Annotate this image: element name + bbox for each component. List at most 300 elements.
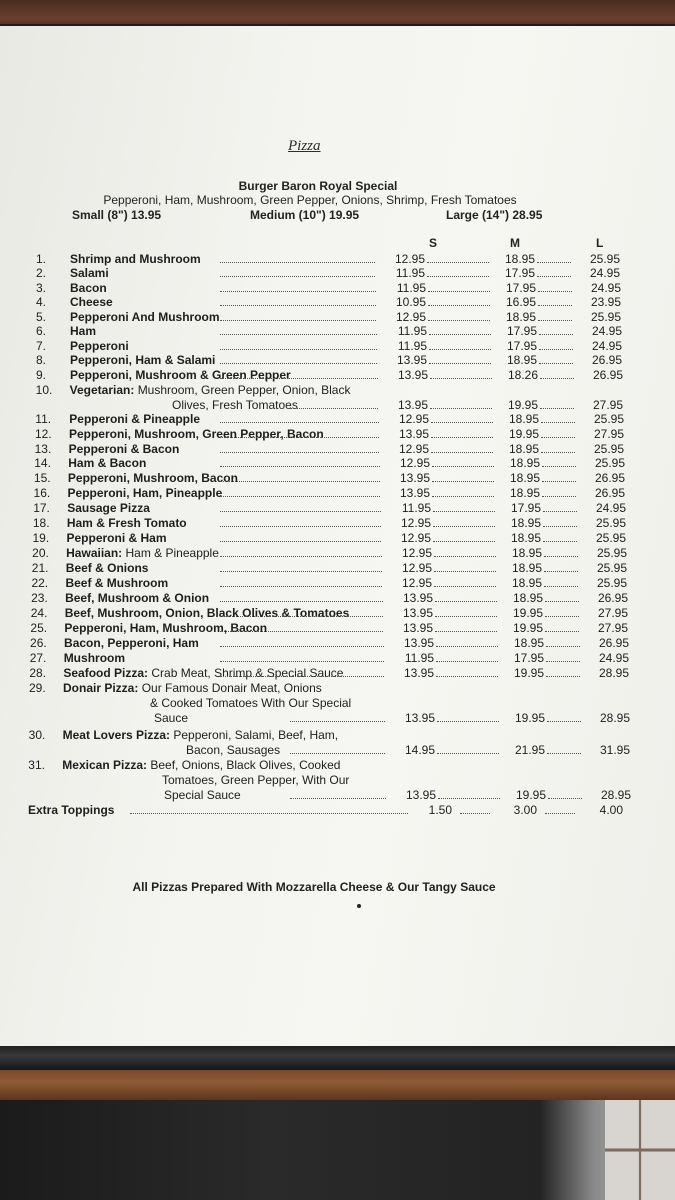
price-medium: 19.95 (512, 621, 543, 635)
price-small: 12.95 (400, 531, 431, 545)
menu-item-prices (0, 266, 675, 280)
menu-item-number: 24. (30, 606, 48, 620)
menu-item-name (70, 383, 351, 397)
price-medium: 17.95 (505, 281, 536, 295)
menu-item-description-continued: Tomatoes, Green Pepper, With Our (162, 773, 350, 787)
menu-item-number: 28. (29, 666, 47, 680)
leader-dots (546, 676, 580, 677)
menu-item-description: Beef, Onions, Black Olives, Cooked (150, 758, 341, 772)
menu-item-title: Pepperoni, Mushroom, Green Pepper, Bacon (68, 427, 324, 441)
leader-dots (428, 305, 490, 306)
leader-dots (220, 334, 377, 335)
menu-item-prices (0, 576, 675, 590)
price-small: 13.95 (402, 621, 433, 635)
price-medium: 18.95 (506, 353, 537, 367)
menu-item-number: 23. (31, 591, 48, 605)
leader-dots (545, 601, 579, 602)
leader-dots (433, 511, 495, 512)
price-large: 27.95 (593, 427, 624, 441)
price-small: 14.95 (404, 743, 435, 757)
menu-item-title: Ham (70, 324, 97, 338)
price-large: 25.95 (593, 442, 624, 456)
menu-item-title: Pepperoni & Ham (66, 531, 167, 545)
extra-price-small: 1.50 (428, 803, 452, 817)
leader-dots (541, 422, 575, 423)
leader-dots (543, 526, 577, 527)
column-header-medium: M (510, 236, 520, 250)
leader-dots (546, 661, 580, 662)
leader-dots (438, 798, 500, 799)
price-large: 26.95 (594, 471, 625, 485)
price-small: 13.95 (396, 353, 427, 367)
menu-item-title: Shrimp and Mushroom (70, 252, 201, 266)
price-medium: 18.95 (512, 591, 543, 605)
price-medium: 16.95 (505, 295, 536, 309)
menu-item-number: 30. (28, 728, 46, 742)
price-medium: 18.95 (511, 561, 542, 575)
leader-dots (544, 556, 578, 557)
price-medium: 17.95 (506, 339, 537, 353)
leader-dots (434, 556, 496, 557)
price-small: 12.95 (400, 516, 431, 530)
price-large: 26.95 (597, 591, 628, 605)
leader-dots (537, 276, 571, 277)
price-medium: 19.95 (507, 398, 538, 412)
price-large: 25.95 (595, 516, 626, 530)
leader-dots (429, 334, 491, 335)
menu-item-description-continued: & Cooked Tomatoes With Our Special (150, 696, 352, 710)
price-small: 13.95 (403, 666, 434, 680)
leader-dots (220, 556, 382, 557)
footer-note: All Pizzas Prepared With Mozzarella Cheese & Our Tangy Sauce (132, 880, 496, 894)
leader-dots (220, 305, 376, 306)
extra-price-medium: 3.00 (513, 803, 537, 817)
menu-item-number: 20. (32, 546, 49, 560)
leader-dots (431, 422, 493, 423)
menu-item-prices (0, 471, 675, 485)
leader-dots (220, 526, 381, 527)
leader-dots (432, 481, 494, 482)
menu-item-prices (0, 636, 675, 650)
price-small: 13.95 (402, 606, 433, 620)
royal-special-medium: Medium (10") 19.95 (250, 208, 360, 222)
leader-dots (429, 363, 491, 364)
price-large: 25.95 (596, 576, 627, 590)
menu-item-prices (0, 711, 675, 725)
menu-item-prices (0, 353, 675, 367)
floor-tiles (605, 1100, 675, 1200)
price-large: 26.95 (594, 486, 625, 500)
menu-item-title: Vegetarian: (69, 383, 135, 397)
menu-item-number: 16. (33, 486, 51, 500)
price-medium: 17.95 (513, 651, 544, 665)
leader-dots (542, 481, 576, 482)
price-small: 11.95 (396, 281, 426, 295)
menu-item-title: Pepperoni (70, 339, 129, 353)
price-medium: 19.95 (512, 606, 543, 620)
price-medium: 18.95 (508, 412, 539, 426)
leader-dots (543, 541, 577, 542)
leader-dots (428, 320, 490, 321)
leader-dots (435, 631, 497, 632)
menu-item-number: 21. (31, 561, 49, 575)
price-medium: 19.95 (513, 666, 544, 680)
menu-item-prices (0, 651, 675, 665)
price-small: 13.95 (404, 711, 435, 725)
menu-item-title: Mushroom (63, 651, 126, 665)
leader-dots (290, 721, 385, 722)
price-medium: 18.95 (509, 471, 540, 485)
leader-dots (547, 721, 581, 722)
leader-dots (460, 813, 490, 814)
menu-item-name (63, 728, 338, 742)
leader-dots (541, 452, 575, 453)
menu-item-number: 10. (35, 383, 53, 397)
price-small: 12.95 (395, 310, 426, 324)
menu-item-number: 17. (33, 501, 50, 515)
menu-item-number: 13. (34, 442, 52, 456)
column-header-large: L (596, 236, 604, 250)
price-medium: 17.95 (504, 266, 535, 280)
price-medium: 18.95 (508, 442, 539, 456)
leader-dots (539, 334, 573, 335)
menu-item-title: Bacon, Pepperoni, Ham (64, 636, 199, 650)
menu-item-prices (0, 324, 675, 338)
price-large: 31.95 (599, 743, 630, 757)
menu-item-number: 19. (32, 531, 50, 545)
leader-dots (290, 753, 385, 754)
menu-item-title: Beef & Onions (65, 561, 149, 575)
price-medium: 18.95 (505, 310, 536, 324)
menu-item-title: Pepperoni & Pineapple (69, 412, 200, 426)
price-medium: 18.95 (511, 546, 542, 560)
menu-item-number: 14. (34, 456, 51, 470)
leader-dots (430, 378, 492, 379)
price-medium: 18.95 (510, 516, 541, 530)
price-large: 24.95 (598, 651, 629, 665)
leader-dots (430, 408, 492, 409)
royal-special-small: Small (8") 13.95 (72, 208, 162, 222)
menu-item-number: 9. (36, 368, 47, 382)
menu-item-number: 31. (28, 758, 45, 772)
menu-item-title: Mexican Pizza: (62, 758, 147, 772)
leader-dots (220, 616, 383, 617)
leader-dots (433, 541, 495, 542)
menu-item-title: Pepperoni, Ham, Pineapple (67, 486, 223, 500)
price-large: 23.95 (590, 295, 621, 309)
menu-item-row (0, 758, 675, 772)
price-small: 12.95 (394, 252, 425, 266)
menu-item-description-continued: Special Sauce (164, 788, 241, 802)
leader-dots (540, 408, 574, 409)
leader-dots (220, 262, 375, 263)
price-large: 25.95 (596, 561, 627, 575)
price-small: 12.95 (398, 442, 429, 456)
menu-item-number: 12. (34, 427, 52, 441)
leader-dots (432, 466, 494, 467)
leader-dots (220, 496, 380, 497)
price-large: 24.95 (591, 324, 622, 338)
price-small: 11.95 (397, 324, 427, 338)
menu-item-number: 15. (33, 471, 51, 485)
leader-dots (542, 466, 576, 467)
table-edge (0, 1070, 675, 1100)
leader-dots (547, 753, 581, 754)
leader-dots (435, 601, 497, 602)
menu-item-title: Ham & Fresh Tomato (66, 516, 187, 530)
menu-item-description: Ham & Pineapple (125, 546, 219, 560)
price-small: 13.95 (403, 636, 434, 650)
menu-item-title: Bacon (70, 281, 107, 295)
price-small: 13.95 (398, 427, 429, 441)
leader-dots (434, 586, 496, 587)
price-medium: 18.95 (509, 486, 540, 500)
leader-dots (220, 363, 377, 364)
menu-item-row (0, 681, 675, 695)
menu-item-number: 1. (36, 252, 47, 266)
menu-item-prices (0, 310, 675, 324)
leader-dots (537, 262, 571, 263)
price-medium: 18.95 (509, 456, 540, 470)
leader-dots (541, 437, 575, 438)
price-medium: 18.95 (511, 576, 542, 590)
leader-dots (220, 481, 380, 482)
menu-item-prices (0, 442, 675, 456)
leader-dots (546, 646, 580, 647)
menu-item-title: Meat Lovers Pizza: (62, 728, 171, 742)
menu-item-prices (0, 427, 675, 441)
menu-item-prices (0, 456, 675, 470)
menu-item-number: 11. (35, 412, 52, 426)
price-small: 13.95 (399, 471, 430, 485)
price-small: 11.95 (404, 651, 434, 665)
price-large: 28.95 (598, 666, 629, 680)
price-small: 13.95 (405, 788, 436, 802)
menu-item-prices (0, 606, 675, 620)
leader-dots (220, 571, 382, 572)
menu-item-prices (0, 339, 675, 353)
menu-item-row (0, 383, 675, 397)
leader-dots (437, 721, 499, 722)
leader-dots (544, 586, 578, 587)
price-large: 25.95 (589, 252, 620, 266)
column-header-small: S (429, 236, 438, 250)
menu-item-prices (0, 546, 675, 560)
menu-item-prices (0, 486, 675, 500)
price-small: 13.95 (397, 368, 428, 382)
menu-item-number: 6. (36, 324, 47, 338)
menu-item-row (0, 728, 675, 742)
menu-item-number: 5. (36, 310, 47, 324)
price-large: 28.95 (600, 788, 631, 802)
leader-dots (431, 452, 493, 453)
menu-item-number: 29. (29, 681, 46, 695)
price-medium: 17.95 (510, 501, 541, 515)
menu-item-number: 4. (36, 295, 47, 309)
leader-dots (436, 661, 498, 662)
leader-dots (538, 291, 572, 292)
leader-dots (538, 305, 572, 306)
menu-item-name (62, 758, 340, 772)
price-medium: 18.95 (510, 531, 541, 545)
extra-toppings-label: Extra Toppings (28, 803, 115, 817)
leader-dots (429, 349, 491, 350)
menu-item-title: Beef, Mushroom, Onion, Black Olives & Tomatoes (64, 606, 350, 620)
leader-dots (427, 262, 489, 263)
menu-item-title: Beef, Mushroom & Onion (65, 591, 210, 605)
leader-dots (539, 349, 573, 350)
price-large: 28.95 (599, 711, 630, 725)
leader-dots (290, 408, 378, 409)
menu-item-title: Cheese (70, 295, 113, 309)
leader-dots (220, 631, 383, 632)
extra-toppings-row (0, 803, 675, 817)
price-medium: 18.95 (504, 252, 535, 266)
leader-dots (545, 616, 579, 617)
menu-item-prices (0, 412, 675, 426)
menu-item-description: Crab Meat, Shrimp & Special Sauce (151, 666, 344, 680)
menu-item-title: Pepperoni & Bacon (68, 442, 180, 456)
leader-dots (220, 437, 379, 438)
leader-dots (436, 646, 498, 647)
leader-dots (130, 813, 408, 814)
leader-dots (432, 496, 494, 497)
price-large: 24.95 (589, 266, 620, 280)
price-small: 12.95 (401, 561, 432, 575)
leader-dots (433, 526, 495, 527)
leader-dots (220, 541, 381, 542)
menu-item-description: Mushroom, Green Pepper, Onion, Black (137, 383, 351, 397)
menu-item-title: Pepperoni, Mushroom, Bacon (67, 471, 238, 485)
price-large: 25.95 (594, 456, 625, 470)
menu-holder-bottom (0, 1046, 675, 1070)
menu-item-number: 27. (29, 651, 47, 665)
price-medium: 17.95 (506, 324, 537, 338)
leader-dots (427, 276, 489, 277)
menu-item-number: 26. (30, 636, 47, 650)
menu-title: Pizza (288, 138, 321, 154)
menu-item-prices (0, 368, 675, 382)
royal-special-toppings: Pepperoni, Ham, Mushroom, Green Pepper, Onions, Shrimp, Fresh Tomatoes (103, 193, 517, 207)
menu-item-title: Sausage Pizza (67, 501, 150, 515)
leader-dots (548, 798, 582, 799)
price-small: 10.95 (395, 295, 426, 309)
menu-item-prices (0, 531, 675, 545)
leader-dots (431, 437, 493, 438)
menu-item-title: Seafood Pizza: (63, 666, 149, 680)
menu-item-prices (0, 398, 675, 412)
leader-dots (435, 616, 497, 617)
price-large: 24.95 (591, 339, 622, 353)
price-large: 25.95 (596, 546, 627, 560)
leader-dots (220, 661, 384, 662)
leader-dots (220, 276, 375, 277)
menu-item-number: 8. (36, 353, 47, 367)
menu-item-number: 25. (30, 621, 48, 635)
leader-dots (220, 601, 383, 602)
royal-special-large: Large (14") 28.95 (446, 208, 543, 222)
price-large: 27.95 (592, 398, 623, 412)
leader-dots (545, 631, 579, 632)
price-small: 12.95 (399, 456, 430, 470)
price-medium: 18.26 (507, 368, 538, 382)
menu-item-prices (0, 516, 675, 530)
menu-item-title: Beef & Mushroom (65, 576, 169, 590)
price-large: 25.95 (593, 412, 624, 426)
leader-dots (539, 363, 573, 364)
leader-dots (543, 511, 577, 512)
menu-item-title: Pepperoni, Ham & Salami (70, 353, 216, 367)
price-large: 26.95 (598, 636, 629, 650)
royal-special-name: Burger Baron Royal Special (238, 179, 398, 193)
price-large: 26.95 (591, 353, 622, 367)
menu-item-description: Our Famous Donair Meat, Onions (141, 681, 322, 695)
leader-dots (538, 320, 572, 321)
leader-dots (220, 466, 380, 467)
extra-price-large: 4.00 (599, 803, 623, 817)
menu-item-number: 3. (36, 281, 47, 295)
menu-item-title: Salami (70, 266, 109, 280)
price-small: 11.95 (397, 339, 427, 353)
leader-dots (220, 349, 377, 350)
price-medium: 19.95 (514, 711, 545, 725)
leader-dots (542, 496, 576, 497)
price-large: 25.95 (595, 531, 626, 545)
leader-dots (220, 378, 378, 379)
menu-item-prices (0, 788, 675, 802)
menu-item-prices (0, 561, 675, 575)
menu-item-prices (0, 743, 675, 757)
menu-item-prices (0, 501, 675, 515)
price-medium: 19.95 (515, 788, 546, 802)
price-small: 12.95 (401, 576, 432, 590)
leader-dots (290, 798, 386, 799)
leader-dots (220, 646, 384, 647)
menu-item-number: 2. (36, 266, 47, 280)
price-large: 24.95 (590, 281, 621, 295)
menu-item-description: Pepperoni, Salami, Beef, Ham, (173, 728, 339, 742)
paper-mark (357, 904, 361, 908)
menu-item-prices (0, 591, 675, 605)
floor-background (0, 1100, 675, 1200)
menu-item-title: Pepperoni, Mushroom & Green Pepper (70, 368, 291, 382)
leader-dots (545, 813, 575, 814)
price-medium: 18.95 (513, 636, 544, 650)
leader-dots (220, 586, 382, 587)
price-small: 12.95 (398, 412, 429, 426)
leader-dots (220, 676, 384, 677)
price-small: 11.95 (395, 266, 425, 280)
leader-dots (437, 753, 499, 754)
price-large: 25.95 (590, 310, 621, 324)
menu-item-description-continued: Olives, Fresh Tomatoes (172, 398, 298, 412)
price-large: 27.95 (597, 606, 628, 620)
price-large: 24.95 (595, 501, 626, 515)
menu-item-title: Pepperoni, Ham, Mushroom, Bacon (64, 621, 268, 635)
price-small: 11.95 (401, 501, 431, 515)
menu-item-number: 7. (36, 339, 47, 353)
price-medium: 19.95 (508, 427, 539, 441)
menu-item-title: Hawaiian: (66, 546, 123, 560)
leader-dots (428, 291, 490, 292)
price-large: 26.95 (592, 368, 623, 382)
menu-item-name (63, 681, 322, 695)
price-small: 13.95 (397, 398, 428, 412)
menu-item-number: 22. (31, 576, 49, 590)
leader-dots (220, 511, 381, 512)
menu-item-prices (0, 295, 675, 309)
menu-item-title: Ham & Bacon (68, 456, 147, 470)
